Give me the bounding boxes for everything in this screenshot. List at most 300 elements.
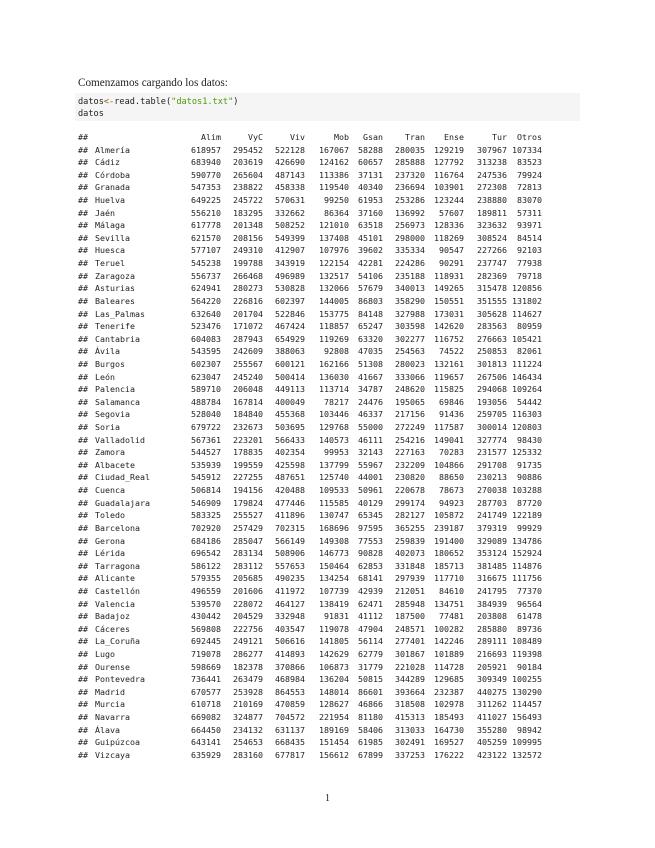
table-cell: 253928 bbox=[233, 686, 263, 697]
table-cell: 226816 bbox=[233, 295, 263, 306]
row-label: Cádiz bbox=[95, 157, 120, 168]
table-cell: 299174 bbox=[395, 497, 425, 508]
table-cell: 116752 bbox=[434, 333, 464, 344]
table-cell: 458338 bbox=[275, 182, 305, 193]
table-cell: 569808 bbox=[191, 623, 221, 634]
row-prefix: ## bbox=[78, 308, 88, 319]
row-label: Álava bbox=[95, 724, 120, 735]
table-cell: 189169 bbox=[319, 724, 349, 735]
table-cell: 566433 bbox=[275, 434, 305, 445]
row-label: Cáceres bbox=[95, 623, 130, 634]
row-label: Córdoba bbox=[95, 169, 130, 180]
row-label: Lugo bbox=[95, 648, 115, 659]
table-cell: 249310 bbox=[233, 245, 263, 256]
table-cell: 149265 bbox=[434, 283, 464, 294]
row-prefix: ## bbox=[78, 737, 88, 748]
table-cell: 111224 bbox=[512, 358, 542, 369]
table-cell: 208156 bbox=[233, 232, 263, 243]
row-label: Albacete bbox=[95, 459, 135, 470]
table-row bbox=[78, 308, 542, 321]
table-cell: 248571 bbox=[395, 623, 425, 634]
row-prefix: ## bbox=[78, 611, 88, 622]
row-prefix: ## bbox=[78, 598, 88, 609]
table-cell: 210169 bbox=[233, 699, 263, 710]
table-cell: 109995 bbox=[512, 737, 542, 748]
code-line-print: datos bbox=[78, 109, 104, 119]
table-cell: 227255 bbox=[233, 472, 263, 483]
table-cell: 125740 bbox=[319, 472, 349, 483]
table-cell: 101889 bbox=[434, 648, 464, 659]
table-cell: 221028 bbox=[395, 661, 425, 672]
row-label: Cantabria bbox=[95, 333, 140, 344]
row-label: Valladolid bbox=[95, 434, 145, 445]
table-cell: 283563 bbox=[477, 321, 507, 332]
table-row bbox=[78, 169, 542, 182]
table-cell: 692445 bbox=[191, 636, 221, 647]
table-cell: 403547 bbox=[275, 623, 305, 634]
table-cell: 99929 bbox=[517, 522, 542, 533]
row-label: Gerona bbox=[95, 535, 125, 546]
table-cell: 311262 bbox=[477, 699, 507, 710]
table-cell: 69846 bbox=[439, 396, 464, 407]
table-cell: 302491 bbox=[395, 737, 425, 748]
table-cell: 119398 bbox=[512, 648, 542, 659]
table-row bbox=[78, 698, 542, 711]
table-cell: 355280 bbox=[477, 724, 507, 735]
row-label: Tenerife bbox=[95, 321, 135, 332]
table-cell: 62471 bbox=[358, 598, 383, 609]
table-cell: 90828 bbox=[358, 548, 383, 559]
table-cell: 228072 bbox=[233, 598, 263, 609]
row-label: Málaga bbox=[95, 220, 125, 231]
table-cell: 109533 bbox=[319, 485, 349, 496]
table-row bbox=[78, 471, 542, 484]
table-cell: 171072 bbox=[233, 321, 263, 332]
table-cell: 132161 bbox=[434, 358, 464, 369]
table-cell: 132066 bbox=[319, 283, 349, 294]
table-cell: 221954 bbox=[319, 712, 349, 723]
table-cell: 506616 bbox=[275, 636, 305, 647]
table-cell: 623047 bbox=[191, 371, 221, 382]
table-cell: 199559 bbox=[233, 459, 263, 470]
row-prefix: ## bbox=[78, 132, 88, 142]
table-cell: 129768 bbox=[319, 422, 349, 433]
row-prefix: ## bbox=[78, 548, 88, 559]
table-cell: 97595 bbox=[358, 522, 383, 533]
table-cell: 65247 bbox=[358, 321, 383, 332]
table-cell: 90547 bbox=[439, 245, 464, 256]
table-cell: 46337 bbox=[358, 409, 383, 420]
table-cell: 118931 bbox=[434, 270, 464, 281]
table-cell: 254653 bbox=[233, 737, 263, 748]
row-prefix: ## bbox=[78, 270, 88, 281]
table-cell: 86601 bbox=[358, 686, 383, 697]
table-cell: 490235 bbox=[275, 573, 305, 584]
table-cell: 230213 bbox=[477, 472, 507, 483]
table-cell: 477446 bbox=[275, 497, 305, 508]
row-prefix: ## bbox=[78, 510, 88, 521]
table-cell: 123244 bbox=[434, 195, 464, 206]
table-cell: 100282 bbox=[434, 623, 464, 634]
table-cell: 237320 bbox=[395, 169, 425, 180]
table-row bbox=[78, 585, 542, 598]
table-cell: 344289 bbox=[395, 674, 425, 685]
table-cell: 567361 bbox=[191, 434, 221, 445]
row-label: Barcelona bbox=[95, 522, 140, 533]
table-cell: 138419 bbox=[319, 598, 349, 609]
table-cell: 77481 bbox=[439, 611, 464, 622]
table-cell: 353124 bbox=[477, 548, 507, 559]
row-prefix: ## bbox=[78, 712, 88, 723]
table-cell: 487651 bbox=[275, 472, 305, 483]
table-cell: 247536 bbox=[477, 169, 507, 180]
table-cell: 62853 bbox=[358, 560, 383, 571]
table-cell: 621570 bbox=[191, 232, 221, 243]
row-label: Las_Palmas bbox=[95, 308, 145, 319]
table-row bbox=[78, 547, 542, 560]
table-cell: 131802 bbox=[512, 295, 542, 306]
table-cell: 238822 bbox=[233, 182, 263, 193]
column-header: Mob bbox=[334, 132, 349, 142]
table-cell: 719078 bbox=[191, 648, 221, 659]
table-cell: 201606 bbox=[233, 585, 263, 596]
table-cell: 236694 bbox=[395, 182, 425, 193]
table-cell: 440275 bbox=[477, 686, 507, 697]
table-cell: 54442 bbox=[517, 396, 542, 407]
table-row bbox=[78, 598, 542, 611]
row-label: Castellón bbox=[95, 585, 140, 596]
table-cell: 120803 bbox=[512, 422, 542, 433]
table-cell: 388063 bbox=[275, 346, 305, 357]
table-cell: 156612 bbox=[319, 749, 349, 760]
table-cell: 230820 bbox=[395, 472, 425, 483]
table-cell: 116303 bbox=[512, 409, 542, 420]
table-cell: 331848 bbox=[395, 560, 425, 571]
row-prefix: ## bbox=[78, 182, 88, 193]
row-prefix: ## bbox=[78, 724, 88, 735]
row-label: Pontevedra bbox=[95, 674, 145, 685]
table-cell: 78217 bbox=[324, 396, 349, 407]
code-assign-operator: <- bbox=[103, 97, 115, 107]
table-cell: 287943 bbox=[233, 333, 263, 344]
table-cell: 291708 bbox=[477, 459, 507, 470]
table-cell: 119540 bbox=[319, 182, 349, 193]
table-cell: 543595 bbox=[191, 346, 221, 357]
row-label: Teruel bbox=[95, 258, 125, 269]
table-cell: 185493 bbox=[434, 712, 464, 723]
table-cell: 220678 bbox=[395, 485, 425, 496]
table-cell: 78673 bbox=[439, 485, 464, 496]
table-cell: 183295 bbox=[233, 207, 263, 218]
table-cell: 250853 bbox=[477, 346, 507, 357]
table-cell: 114457 bbox=[512, 699, 542, 710]
table-cell: 116764 bbox=[434, 169, 464, 180]
table-cell: 114728 bbox=[434, 661, 464, 672]
table-cell: 107739 bbox=[319, 585, 349, 596]
table-cell: 130747 bbox=[319, 510, 349, 521]
table-cell: 245722 bbox=[233, 195, 263, 206]
row-prefix: ## bbox=[78, 396, 88, 407]
table-cell: 119269 bbox=[319, 333, 349, 344]
table-row bbox=[78, 446, 542, 459]
table-cell: 549399 bbox=[275, 232, 305, 243]
row-label: Granada bbox=[95, 182, 130, 193]
table-cell: 333066 bbox=[395, 371, 425, 382]
table-cell: 508906 bbox=[275, 548, 305, 559]
table-cell: 92808 bbox=[324, 346, 349, 357]
table-cell: 270038 bbox=[477, 485, 507, 496]
table-cell: 39602 bbox=[358, 245, 383, 256]
table-cell: 55967 bbox=[358, 459, 383, 470]
row-prefix: ## bbox=[78, 535, 88, 546]
table-cell: 237747 bbox=[477, 258, 507, 269]
table-cell: 201704 bbox=[233, 308, 263, 319]
table-cell: 308524 bbox=[477, 232, 507, 243]
table-cell: 468984 bbox=[275, 674, 305, 685]
table-cell: 62779 bbox=[358, 648, 383, 659]
table-cell: 263479 bbox=[233, 674, 263, 685]
table-cell: 117587 bbox=[434, 422, 464, 433]
row-label: Ourense bbox=[95, 661, 130, 672]
row-prefix: ## bbox=[78, 472, 88, 483]
table-cell: 47035 bbox=[358, 346, 383, 357]
r-output-table bbox=[78, 131, 542, 761]
table-cell: 302277 bbox=[395, 333, 425, 344]
table-cell: 119657 bbox=[434, 371, 464, 382]
table-row bbox=[78, 345, 542, 358]
table-cell: 122154 bbox=[319, 258, 349, 269]
table-row bbox=[78, 648, 542, 661]
table-cell: 301813 bbox=[477, 358, 507, 369]
table-cell: 617778 bbox=[191, 220, 221, 231]
table-cell: 217156 bbox=[395, 409, 425, 420]
table-cell: 285948 bbox=[395, 598, 425, 609]
table-cell: 149308 bbox=[319, 535, 349, 546]
row-prefix: ## bbox=[78, 485, 88, 496]
table-cell: 600121 bbox=[275, 358, 305, 369]
code-variable: datos bbox=[78, 97, 104, 107]
table-cell: 530828 bbox=[275, 283, 305, 294]
row-label: Guipúzcoa bbox=[95, 737, 140, 748]
table-cell: 103288 bbox=[512, 485, 542, 496]
row-prefix: ## bbox=[78, 497, 88, 508]
table-row bbox=[78, 421, 542, 434]
table-cell: 146773 bbox=[319, 548, 349, 559]
table-cell: 118857 bbox=[319, 321, 349, 332]
table-row bbox=[78, 711, 542, 724]
table-cell: 411027 bbox=[477, 712, 507, 723]
table-cell: 684186 bbox=[191, 535, 221, 546]
table-cell: 122189 bbox=[512, 510, 542, 521]
table-cell: 632640 bbox=[191, 308, 221, 319]
table-cell: 329089 bbox=[477, 535, 507, 546]
table-row bbox=[78, 535, 542, 548]
table-cell: 332662 bbox=[275, 207, 305, 218]
table-cell: 37160 bbox=[358, 207, 383, 218]
table-cell: 83523 bbox=[517, 157, 542, 168]
table-cell: 280023 bbox=[395, 358, 425, 369]
table-cell: 136030 bbox=[319, 371, 349, 382]
table-cell: 677817 bbox=[275, 749, 305, 760]
table-cell: 301867 bbox=[395, 648, 425, 659]
table-cell: 80959 bbox=[517, 321, 542, 332]
table-cell: 82061 bbox=[517, 346, 542, 357]
table-cell: 179824 bbox=[233, 497, 263, 508]
table-cell: 153775 bbox=[319, 308, 349, 319]
table-cell: 702920 bbox=[191, 522, 221, 533]
row-label: Toledo bbox=[95, 510, 125, 521]
table-row bbox=[78, 635, 542, 648]
table-cell: 168696 bbox=[319, 522, 349, 533]
table-cell: 117710 bbox=[434, 573, 464, 584]
table-cell: 46866 bbox=[358, 699, 383, 710]
table-cell: 61985 bbox=[358, 737, 383, 748]
table-cell: 106873 bbox=[319, 661, 349, 672]
table-cell: 643141 bbox=[191, 737, 221, 748]
table-row bbox=[78, 371, 542, 384]
row-prefix: ## bbox=[78, 648, 88, 659]
table-cell: 248620 bbox=[395, 384, 425, 395]
table-row bbox=[78, 724, 542, 737]
table-cell: 185713 bbox=[434, 560, 464, 571]
table-cell: 298000 bbox=[395, 232, 425, 243]
table-row bbox=[78, 749, 542, 762]
row-label: Palencia bbox=[95, 384, 135, 395]
table-cell: 589710 bbox=[191, 384, 221, 395]
table-cell: 370866 bbox=[275, 661, 305, 672]
table-cell: 577107 bbox=[191, 245, 221, 256]
row-prefix: ## bbox=[78, 674, 88, 685]
table-cell: 235188 bbox=[395, 270, 425, 281]
table-cell: 144005 bbox=[319, 295, 349, 306]
table-cell: 295452 bbox=[233, 144, 263, 155]
row-prefix: ## bbox=[78, 371, 88, 382]
table-cell: 583325 bbox=[191, 510, 221, 521]
table-cell: 864553 bbox=[275, 686, 305, 697]
table-cell: 150551 bbox=[434, 295, 464, 306]
table-cell: 276663 bbox=[477, 333, 507, 344]
table-cell: 602397 bbox=[275, 295, 305, 306]
table-cell: 114876 bbox=[512, 560, 542, 571]
table-cell: 193056 bbox=[477, 396, 507, 407]
table-cell: 99250 bbox=[324, 195, 349, 206]
table-cell: 224286 bbox=[395, 258, 425, 269]
table-row bbox=[78, 270, 542, 283]
table-cell: 113714 bbox=[319, 384, 349, 395]
table-cell: 137799 bbox=[319, 459, 349, 470]
table-cell: 167067 bbox=[319, 144, 349, 155]
table-cell: 148014 bbox=[319, 686, 349, 697]
table-cell: 649225 bbox=[191, 195, 221, 206]
table-cell: 50815 bbox=[358, 674, 383, 685]
row-prefix: ## bbox=[78, 346, 88, 357]
table-cell: 68141 bbox=[358, 573, 383, 584]
row-label: Alicante bbox=[95, 573, 135, 584]
table-cell: 223201 bbox=[233, 434, 263, 445]
row-prefix: ## bbox=[78, 636, 88, 647]
row-label: Almería bbox=[95, 144, 130, 155]
table-cell: 83070 bbox=[517, 195, 542, 206]
table-row bbox=[78, 358, 542, 371]
table-cell: 426690 bbox=[275, 157, 305, 168]
table-cell: 604083 bbox=[191, 333, 221, 344]
table-cell: 31779 bbox=[358, 661, 383, 672]
row-prefix: ## bbox=[78, 358, 88, 369]
row-prefix: ## bbox=[78, 422, 88, 433]
table-cell: 54106 bbox=[358, 270, 383, 281]
table-cell: 467424 bbox=[275, 321, 305, 332]
table-cell: 86803 bbox=[358, 295, 383, 306]
table-cell: 496989 bbox=[275, 270, 305, 281]
table-cell: 63518 bbox=[358, 220, 383, 231]
table-cell: 81180 bbox=[358, 712, 383, 723]
table-cell: 136992 bbox=[395, 207, 425, 218]
table-cell: 132572 bbox=[512, 749, 542, 760]
table-cell: 566149 bbox=[275, 535, 305, 546]
table-cell: 55000 bbox=[358, 422, 383, 433]
intro-text: Comenzamos cargando los datos: bbox=[78, 77, 228, 89]
table-cell: 178835 bbox=[233, 447, 263, 458]
table-cell: 44001 bbox=[358, 472, 383, 483]
table-cell: 134254 bbox=[319, 573, 349, 584]
table-cell: 86364 bbox=[324, 207, 349, 218]
table-row bbox=[78, 396, 542, 409]
table-cell: 194156 bbox=[233, 485, 263, 496]
table-row bbox=[78, 484, 542, 497]
table-cell: 91831 bbox=[324, 611, 349, 622]
table-cell: 503695 bbox=[275, 422, 305, 433]
row-label: León bbox=[95, 371, 115, 382]
table-cell: 47904 bbox=[358, 623, 383, 634]
table-cell: 61478 bbox=[517, 611, 542, 622]
table-cell: 32143 bbox=[358, 447, 383, 458]
table-cell: 205921 bbox=[477, 661, 507, 672]
table-cell: 91735 bbox=[517, 459, 542, 470]
table-cell: 668435 bbox=[275, 737, 305, 748]
row-label: Zamora bbox=[95, 447, 125, 458]
row-prefix: ## bbox=[78, 384, 88, 395]
table-row bbox=[78, 282, 542, 295]
table-cell: 232387 bbox=[434, 686, 464, 697]
table-cell: 254563 bbox=[395, 346, 425, 357]
table-cell: 598669 bbox=[191, 661, 221, 672]
table-cell: 255527 bbox=[233, 510, 263, 521]
table-cell: 77370 bbox=[517, 585, 542, 596]
row-prefix: ## bbox=[78, 295, 88, 306]
table-cell: 508252 bbox=[275, 220, 305, 231]
table-cell: 411972 bbox=[275, 585, 305, 596]
table-cell: 128627 bbox=[319, 699, 349, 710]
row-prefix: ## bbox=[78, 699, 88, 710]
table-cell: 77938 bbox=[517, 258, 542, 269]
table-cell: 415313 bbox=[395, 712, 425, 723]
row-label: Vizcaya bbox=[95, 749, 130, 760]
table-cell: 280035 bbox=[395, 144, 425, 155]
table-row bbox=[78, 207, 542, 220]
row-prefix: ## bbox=[78, 447, 88, 458]
table-cell: 216693 bbox=[477, 648, 507, 659]
table-cell: 414893 bbox=[275, 648, 305, 659]
row-prefix: ## bbox=[78, 283, 88, 294]
table-cell: 239187 bbox=[434, 522, 464, 533]
table-cell: 332948 bbox=[275, 611, 305, 622]
table-cell: 449113 bbox=[275, 384, 305, 395]
table-cell: 455368 bbox=[275, 409, 305, 420]
row-label: Huelva bbox=[95, 195, 125, 206]
row-prefix: ## bbox=[78, 258, 88, 269]
table-cell: 98942 bbox=[517, 724, 542, 735]
row-label: Cuenca bbox=[95, 485, 125, 496]
